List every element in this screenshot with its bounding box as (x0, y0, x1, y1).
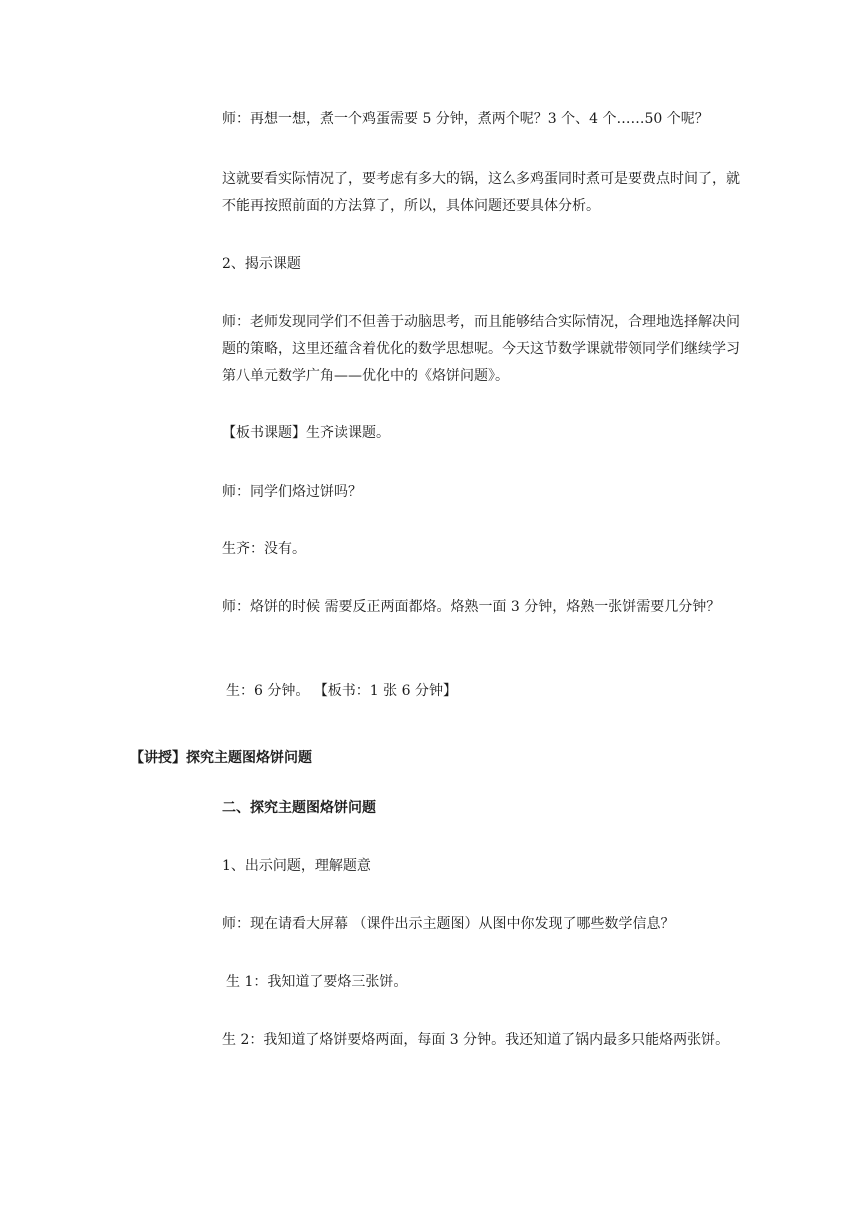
paragraph-teacher-screen: 师：现在请看大屏幕 （课件出示主题图）从图中你发现了哪些数学信息？ (222, 916, 675, 932)
paragraph-students-answer: 生齐：没有。 (222, 541, 306, 557)
paragraph-teacher-pancake: 师：烙饼的时候 需要反正两面都烙。烙熟一面 3 分钟，烙熟一张饼需要几分钟？ (222, 599, 721, 615)
paragraph-student-six-minutes: 生：6 分钟。 【板书：1 张 6 分钟】 (226, 683, 457, 699)
paragraph-teacher-question: 师：同学们烙过饼吗？ (222, 484, 362, 500)
paragraph-teacher-eggs: 师：再想一想，煮一个鸡蛋需要 5 分钟，煮两个呢？3 个、4 个……50 个呢？ (222, 111, 709, 127)
paragraph-reveal-topic: 2、揭示课题 (222, 256, 301, 272)
paragraph-student1: 生 1：我知道了要烙三张饼。 (226, 974, 408, 990)
paragraph-show-problem: 1、出示问题，理解题意 (222, 858, 371, 874)
section-heading: 【讲授】探究主题图烙饼问题 (130, 750, 312, 766)
paragraph-analysis: 这就要看实际情况了，要考虑有多大的锅，这么多鸡蛋同时煮可是要费点时间了，就不能再按照前面的方法算了，所以，具体问题还要具体分析。 (222, 171, 740, 214)
paragraph-student2: 生 2：我知道了烙饼要烙两面，每面 3 分钟。我还知道了锅内最多只能烙两张饼。 (222, 1032, 730, 1048)
paragraph-teacher-intro: 师：老师发现同学们不但善于动脑思考，而且能够结合实际情况，合理地选择解决问题的策略，这里还蕴含着优化的数学思想呢。今天这节数学课就带领同学们继续学习第八单元数学广角——优化中的《烙饼问题》。 (222, 314, 740, 384)
subsection-heading: 二、探究主题图烙饼问题 (222, 800, 376, 816)
paragraph-board-title: 【板书课题】生齐读课题。 (222, 425, 390, 441)
